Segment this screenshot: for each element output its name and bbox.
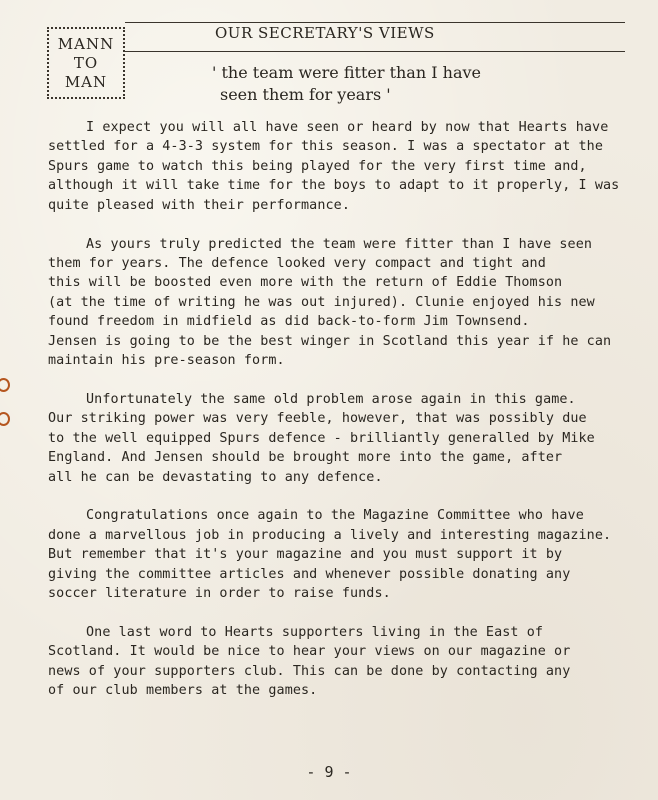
page-title: OUR SECRETARY'S VIEWS [215, 24, 435, 42]
paragraph: Unfortunately the same old problem arose again in this game. Our striking power was very feeble, however, that was possibly due to the well equipped Spurs defence - brilliantly generalled by Mike England. And Jensen should be brought more into the game, after all he can be devastating to any defence. [48, 391, 595, 485]
article-body [48, 118, 643, 720]
title-rule-top [125, 22, 625, 23]
box-line: TO [73, 53, 99, 72]
paragraph: One last word to Hearts supporters living in the East of Scotland. It would be nice to hear your views on our magazine or news of your supporters club. This can be done by contacting any of our club members at the games. [48, 624, 571, 699]
binding-ring-icon [0, 412, 10, 426]
paragraph: Congratulations once again to the Magazine Committee who have done a marvellous job in producing a lively and interesting magazine. But remember that it's your magazine and you must support it by giving the committee articles and whenever possible donating any soccer literature in order to raise funds. [48, 508, 612, 602]
pull-quote [212, 62, 481, 106]
pull-quote-line: seen them for years ' [220, 85, 391, 104]
paragraph: As yours truly predicted the team were fitter than I have seen them for years. The defence looked very compact and tight and this will be boosted even more with the return of Eddie Thomson (at the time of writing he was out injured). Clunie enjoyed his new found freedom in midfield as did back-to-form Jim Townsend. Jensen is going to be the best winger in Scotland this year if he can maintain his pre-season form. [48, 236, 612, 368]
mann-to-man-box [47, 27, 125, 99]
title-rule-bottom [125, 51, 625, 52]
binding-ring-icon [0, 378, 10, 392]
box-line: MANN [57, 34, 115, 53]
box-line: MAN [64, 72, 108, 91]
paragraph: I expect you will all have seen or heard by now that Hearts have settled for a 4-3-3 system for this season. I was a spectator at the Spurs game to watch this being played for the very first time and, although it will take time for the boys to adapt to it properly, I was quite pleased with their performance. [48, 120, 620, 213]
page-number: - 9 - [306, 763, 352, 781]
pull-quote-line: ' the team were fitter than I have [212, 63, 481, 82]
